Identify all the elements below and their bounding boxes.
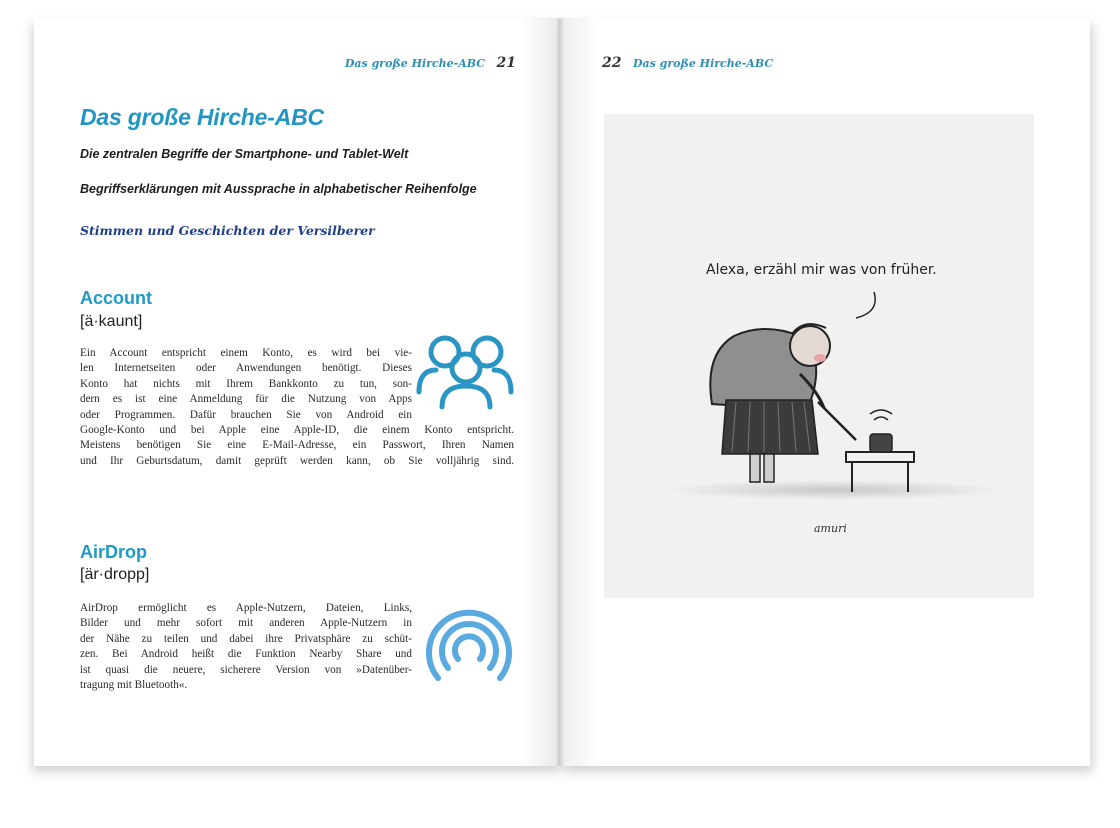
subtitle-2: Begriffserklärungen mit Aussprache in alphabetischer Reihenfolge: [80, 182, 477, 196]
text-line: und Ihr Geburtsdatum, damit geprüft werden kann, ob Sie volljährig sind.: [80, 454, 514, 467]
entry-body-airdrop: [80, 601, 412, 693]
page-number-22: 22: [602, 55, 622, 71]
text-line: dern es ist eine Anmeldung für die Nutzung von Apps: [80, 393, 412, 406]
text-line: ist quasi die neuere, sicherere Version von »Datenüber-: [80, 663, 412, 676]
text-line: Ein Account entspricht einem Konto, es wird bei vie-: [80, 347, 412, 359]
entry-pronunciation-account: [ä·kaunt]: [80, 313, 143, 330]
text-line: tragung mit Bluetooth«.: [80, 679, 188, 692]
entry-term-airdrop: AirDrop: [80, 542, 147, 562]
chapter-title: Das große Hirche-ABC: [80, 104, 324, 130]
airdrop-icon: [424, 604, 514, 692]
text-line: oder Programmen. Dafür brauchen Sie von Android ein: [80, 408, 412, 421]
subtitle-1: Die zentralen Begriffe der Smartphone- und Tablet-Welt: [80, 147, 409, 161]
text-line: Konto hat nichts mit Ihrem Bankkonto zu tun, son-: [80, 377, 412, 390]
text-line: der Nähe zu teilen und dabei ihre Privatsphäre zu schüt-: [80, 632, 412, 645]
cartoon-signature: amuri: [814, 522, 847, 535]
voices-heading: Stimmen und Geschichten der Versilberer: [80, 223, 375, 238]
right-page: [560, 18, 1090, 766]
text-line: len Internetseiten oder Anwendungen benötigt. Dieses: [80, 362, 412, 375]
entry-term-account: Account: [80, 288, 152, 308]
text-line: AirDrop ermöglicht es Apple-Nutzern, Dateien, Links,: [80, 602, 412, 614]
entry-pronunciation-airdrop: [är·dropp]: [80, 566, 150, 583]
left-page: [34, 18, 562, 766]
page-number-21: 21: [496, 55, 516, 71]
text-line: Bilder und mehr sofort mit anderen Apple-Nutzern in: [80, 617, 412, 630]
text-line: zen. Bei Android heißt die Funktion Nearby Share und: [80, 648, 412, 661]
cartoon-speech-text: Alexa, erzähl mir was von früher.: [706, 262, 937, 278]
running-head-title: Das große Hirche-ABC: [344, 57, 486, 70]
running-head-right: [602, 55, 773, 71]
users-icon: [414, 330, 516, 414]
cartoon-illustration: [604, 114, 1034, 598]
running-head-title: Das große Hirche-ABC: [632, 57, 774, 70]
text-line: Meistens benötigen Sie eine E-Mail-Adresse, ein Passwort, Ihren Namen: [80, 439, 514, 452]
text-line: Google-Konto und bei Apple eine Apple-ID, die einem Konto entspricht.: [80, 424, 514, 437]
running-head-left: [345, 55, 516, 71]
